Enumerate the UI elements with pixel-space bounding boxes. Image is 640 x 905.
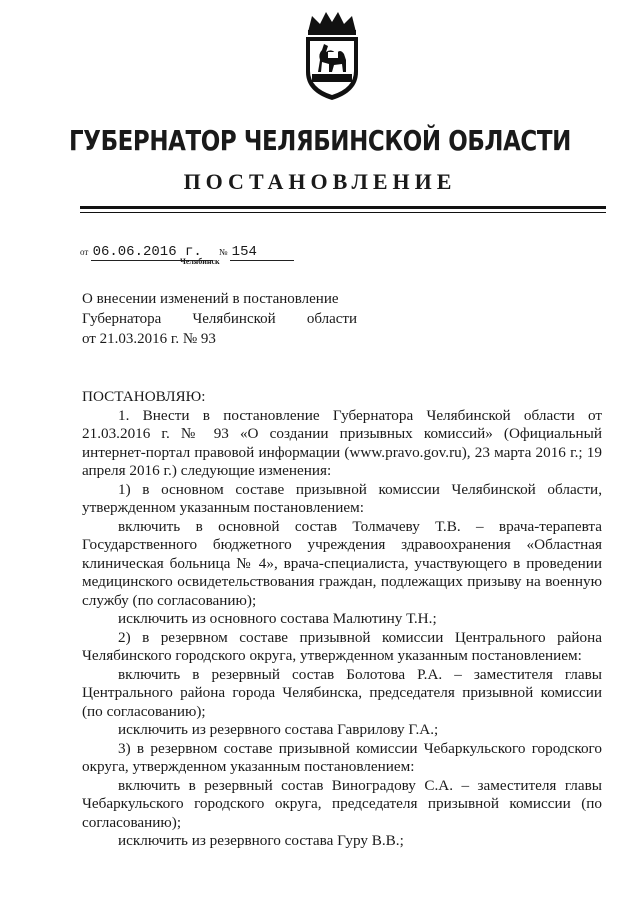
date-prefix: от: [80, 247, 89, 257]
document-number: 154: [230, 244, 294, 261]
subject-line-3: от 21.03.2016 г. № 93: [82, 331, 216, 347]
paragraph-include-3: включить в резервный состав Виноградову С.А. – заместителя главы Чебаркульского городского округа, председателя призывной комиссии (по согласованию);: [82, 776, 602, 831]
paragraph-exclude-3: исключить из резервного состава Гуру В.В.;: [118, 832, 404, 849]
header-divider-thick: [80, 206, 606, 209]
paragraph-subitem-2: 2) в резервном составе призывной комиссии Центрального района Челябинского городского округа, утвержденном указанным постановлением:: [82, 628, 602, 664]
organization-title: ГУБЕРНАТОР ЧЕЛЯБИНСКОЙ ОБЛАСТИ: [69, 124, 571, 157]
coat-of-arms-emblem: [298, 10, 366, 102]
document-body: [82, 388, 602, 851]
paragraph-subitem-1: 1) в основном составе призывной комиссии Челябинской области, утвержденном указанным постановлением:: [82, 480, 602, 516]
paragraph-include-2: включить в резервный состав Болотова Р.А. – заместителя главы Центрального района города Челябинска, председателя призывной комиссии (по согласованию);: [82, 665, 602, 720]
subject-line-1: О внесении изменений в постановление: [82, 291, 339, 307]
city-label: Челябинск: [180, 257, 220, 266]
paragraph-item-1: 1. Внести в постановление Губернатора Челябинской области от 21.03.2016 г. № 93 «О создании призывных комиссий» (Официальный интернет-портал правовой информации (www.pravo.gov.ru), 23 марта 2016 г.; 19 апреля 2016 г.) следующие изменения:: [82, 406, 602, 479]
paragraph-subitem-3: 3) в резервном составе призывной комиссии Чебаркульского городского округа, утвержденном указанным постановлением:: [82, 739, 602, 775]
document-subject: [82, 289, 357, 349]
header-divider-thin: [80, 212, 606, 213]
document-date: 06.06.2016 г.: [91, 244, 213, 261]
subject-line-2: Губернатора Челябинской области: [82, 311, 357, 327]
number-prefix: №: [218, 247, 228, 257]
document-type: ПОСТАНОВЛЕНИЕ: [183, 169, 457, 194]
decree-word: ПОСТАНОВЛЯЮ:: [82, 388, 206, 405]
paragraph-exclude-1: исключить из основного состава Малютину Т.Н.;: [118, 610, 437, 627]
paragraph-exclude-2: исключить из резервного состава Гаврилову Г.А.;: [118, 721, 439, 738]
paragraph-include-1: включить в основной состав Толмачеву Т.В. – врача-терапевта Государственного бюджетного учреждения здравоохранения «Областная клиническая больница № 4», врача-специалиста, участвующего в проведении медицинского освидетельствования граждан, подлежащих призыву на военную службу (по согласованию);: [82, 517, 602, 609]
